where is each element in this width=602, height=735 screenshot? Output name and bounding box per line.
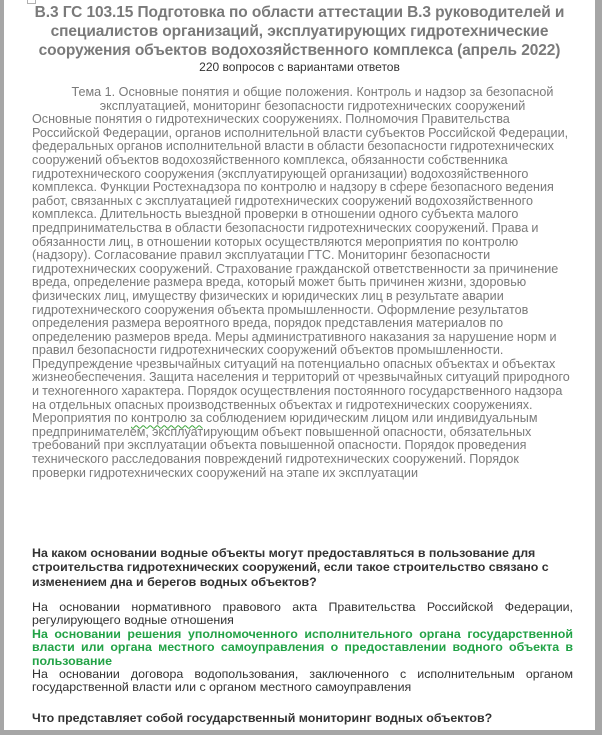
question-text: На каком основании водные объекты могут предоставляться в пользование для строительства гидротехнических сооружений, если такое строительство связано с изменением дна и берегов водных объектов? <box>32 546 549 589</box>
answer-option: На основании договора водопользования, заключенного с исполнительным органом государственной власти или с органом местного самоуправления <box>32 667 573 695</box>
topic-section <box>32 86 573 480</box>
grammar-flagged-text[interactable]: контролю за <box>130 411 203 426</box>
answer-option-correct: На основании решения уполномоченного исполнительного органа государственной власти или органа местного самоуправления о предоставлении водного объекта в пользование <box>32 626 573 668</box>
document-subtitle: 220 вопросов с вариантами ответов <box>199 60 400 74</box>
answer-list <box>32 601 573 695</box>
document-title: В.3 ГС 103.15 Подготовка по области аттестации В.3 руководителей и специалистов организаций, эксплуатирующих гидротехнические сооружения объектов водохозяйственного комплекса (апрель 2022) <box>34 4 565 59</box>
topic-body <box>32 113 573 480</box>
topic-heading: Тема 1. Основные понятия и общие положения. Контроль и надзор за безопасной эксплуатацией, мониторинг безопасности гидротехнических сооружений <box>71 85 554 113</box>
topic-body-text-continued: соблюдением юридическим лицом или индивидуальным предпринимателем, эксплуатирующим объект повышенной опасности, обязательных требований при эксплуатации объекта повышенной опасности. Порядок проведения технического расследования повреждений гидротехнических сооружений. Порядок проверки гидротехнических сооружений на этапе их эксплуатации <box>32 411 538 480</box>
answer-option: На основании нормативного правового акта Правительства Российской Федерации, регулирующего водные отношения <box>32 600 573 628</box>
topic-body-text: Основные понятия о гидротехнических сооружениях. Полномочия Правительства Российской Федерации, органов исполнительной власти субъектов Российской Федерации, федеральных органов исполнительной власти в области безопасности гидротехнических сооружений объектов водохозяйственного комплекса, обязанности собственника гидротехнического сооружения (эксплуатирующей организации) водохозяйственного комплекса. Функции Ростехнадзора по контролю и надзору в сфере безопасного ведения работ, связанных с эксплуатацией гидротехнических сооружений водохозяйственного комплекса. Длительность выездной проверки в отношении одного субъекта малого предпринимательства в области безопасности гидротехнических сооружений. Права и обязанности лиц, в отношении которых осуществляются мероприятия по контролю (надзору). Согласование правил эксплуатации ГТС. Мониторинг безопасности гидротехнических сооружений. Страхование гражданской ответственности за причинение вреда, определение размера вреда, который может быть причинен жизни, здоровью физических лиц, имуществу физических и юридических лиц в результате аварии гидротехнического сооружения объекта промышленности. Оформление результатов определения размера вероятного вреда, порядок представления материалов по определению размеров вреда. Меры административного наказания за нарушение норм и правил безопасности гидротехнических сооружений объектов промышленности. Предупреждение чрезвычайных ситуаций на потенциально опасных объектах и объектах жизнеобеспечения. Защита населения и территорий от чрезвычайных ситуаций природного и техногенного характера. Порядок осуществления постоянного государственного надзора на отдельных опасных производственных объектах и гидротехнических сооружениях. Мероприятия по <box>32 112 570 426</box>
question-text: Что представляет собой государственный мониторинг водных объектов? <box>32 711 493 725</box>
document-page <box>4 0 595 730</box>
